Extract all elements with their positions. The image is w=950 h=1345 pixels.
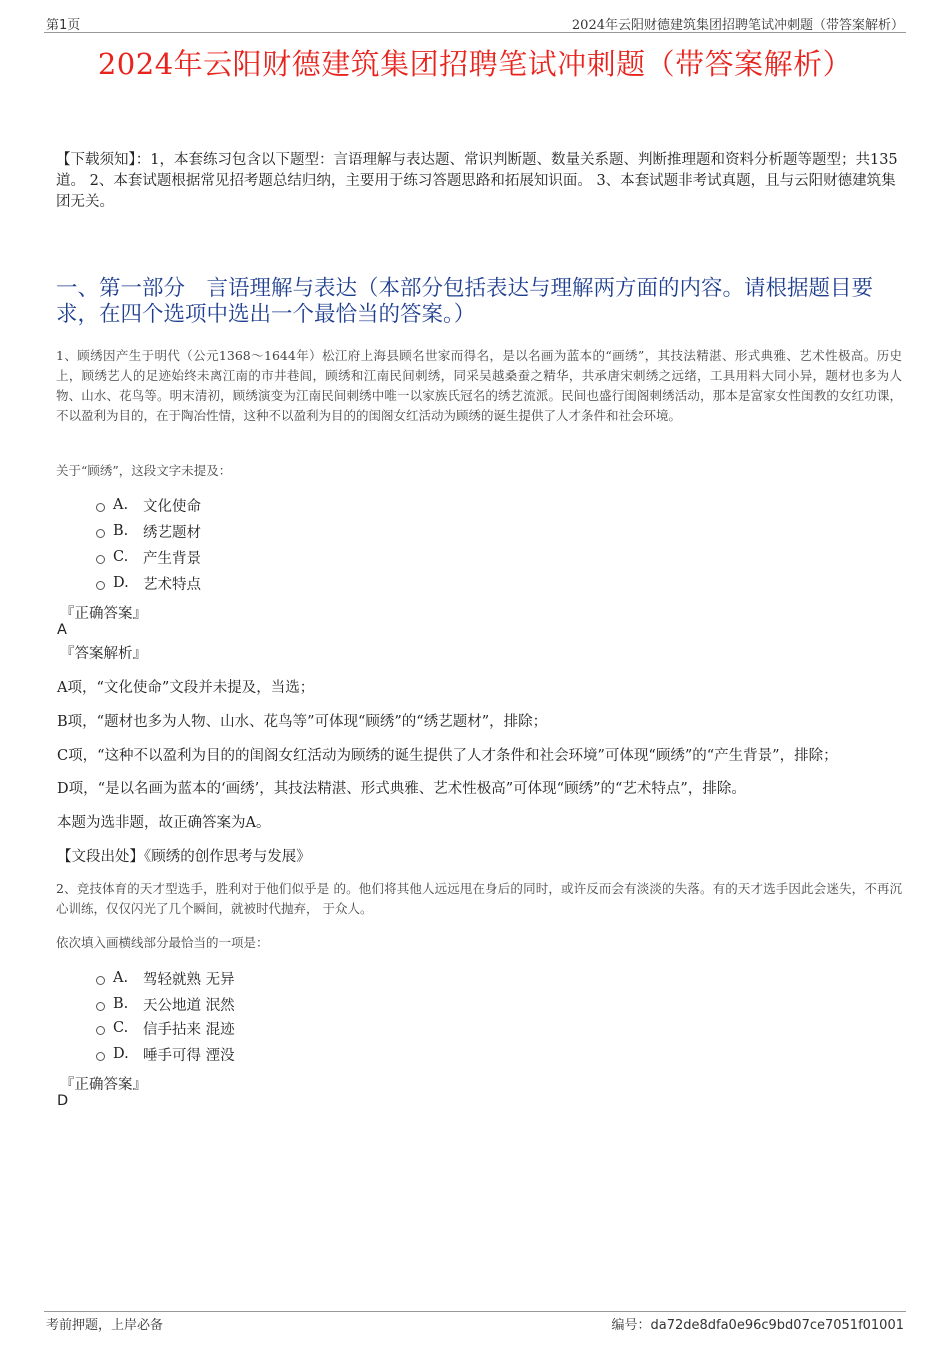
q2-answer-label: 『正确答案』 [60, 1077, 147, 1093]
q1-source: 【文段出处】《顾绣的创作思考与发展》 [57, 849, 311, 865]
option-text: 产生背景 [143, 550, 201, 567]
q2-option-c[interactable] [96, 1017, 235, 1039]
radio-icon[interactable] [96, 1052, 105, 1061]
option-letter: B. [113, 523, 129, 539]
q1-analysis-line: C项，“这种不以盈利为目的的闺阁女红活动为顾绣的诞生提供了人才条件和社会环境”可体现“顾绣”的“产生背景”，排除； [57, 748, 838, 764]
q2-answer: D [57, 1093, 69, 1109]
q1-analysis-label: 『答案解析』 [60, 646, 147, 662]
page-number: 第1页 [46, 18, 81, 33]
radio-icon[interactable] [96, 581, 105, 590]
q2-prompt: 依次填入画横线部分最恰当的一项是： [56, 935, 269, 950]
q1-analysis-line: B项，“题材也多为人物、山水、花鸟等”可体现“顾绣”的“绣艺题材”，排除； [57, 714, 548, 730]
q2-option-d[interactable] [96, 1043, 235, 1065]
radio-icon[interactable] [96, 555, 105, 564]
radio-icon[interactable] [96, 1026, 105, 1035]
q1-analysis-line: 本题为选非题，故正确答案为A。 [57, 815, 271, 831]
option-letter: D. [113, 1046, 129, 1062]
document-code [611, 1314, 904, 1333]
q1-passage: 1、顾绣因产生于明代（公元1368～1644年）松江府上海县顾名世家而得名，是以名画为蓝本的“画绣”，其技法精湛、形式典雅、艺术性极高。历史上，顾绣艺人的足迹始终未离江南的市井巷闾，顾绣和江南民间刺绣，同采吴越桑蚕之精华，共承唐宋刺绣之远绪，工具用料大同小异，题材也多为人物、山水、花鸟等。明末清初，顾绣演变为江南民间刺绣中唯一以家族氏冠名的绣艺流派。民间也盛行闺阁刺绣活动，那本是富家女性闺教的女红功课，不以盈利为目的，在于陶冶性情，这种不以盈利为目的的闺阁女红活动为顾绣的诞生提供了人才条件和社会环境。 [56, 348, 902, 423]
download-notice: 【下载须知】：1，本套练习包含以下题型：言语理解与表达题、常识判断题、数量关系题、判断推理题和资料分析题等题型；共135道。 2、本套试题根据常见招考题总结归纳，主要用于练习答题思路和拓展知识面。 3、本套试题非考试真题，且与云阳财德建筑集团无关。 [56, 152, 898, 210]
q1-option-d[interactable] [96, 572, 201, 594]
q1-answer: A [57, 622, 67, 638]
option-text: 绣艺题材 [143, 524, 201, 541]
header-divider [44, 32, 906, 33]
option-text: 信手拈来 混迹 [143, 1021, 235, 1038]
option-letter: B. [113, 996, 129, 1012]
option-text: 文化使命 [143, 498, 201, 515]
q2-passage: 2、竞技体育的天才型选手，胜利对于他们似乎是 的。他们将其他人远远甩在身后的同时，或许反而会有淡淡的失落。有的天才选手因此会迷失，不再沉心训练，仅仅闪光了几个瞬间，就被时代抛弃， 于众人。 [56, 881, 902, 916]
q1-prompt: 关于“顾绣”，这段文字未提及： [56, 463, 232, 478]
option-text: 驾轻就熟 无异 [143, 971, 235, 988]
q1-option-c[interactable] [96, 546, 201, 568]
option-letter: A. [113, 970, 129, 986]
option-text: 天公地道 泯然 [143, 997, 235, 1014]
document-title: 2024年云阳财德建筑集团招聘笔试冲刺题（带答案解析） [97, 47, 853, 81]
q2-option-b[interactable] [96, 993, 235, 1015]
radio-icon[interactable] [96, 1002, 105, 1011]
option-letter: C. [113, 1020, 129, 1036]
code-value: da72de8dfa0e96c9bd07ce7051f01001 [650, 1318, 904, 1333]
option-text: 唾手可得 湮没 [143, 1047, 235, 1064]
option-text: 艺术特点 [143, 576, 201, 593]
code-label: 编号： [611, 1318, 651, 1333]
q1-option-b[interactable] [96, 520, 201, 542]
radio-icon[interactable] [96, 503, 105, 512]
option-letter: D. [113, 575, 129, 591]
running-title: 2024年云阳财德建筑集团招聘笔试冲刺题（带答案解析） [571, 18, 904, 33]
q1-option-a[interactable] [96, 494, 201, 516]
q2-option-a[interactable] [96, 967, 235, 989]
radio-icon[interactable] [96, 529, 105, 538]
footer-slogan: 考前押题，上岸必备 [46, 1318, 164, 1333]
q1-answer-label: 『正确答案』 [60, 606, 147, 622]
q1-analysis-line: A项，“文化使命”文段并未提及，当选； [57, 680, 315, 696]
radio-icon[interactable] [96, 976, 105, 985]
q1-analysis-line: D项，“是以名画为蓝本的‘画绣’，其技法精湛、形式典雅、艺术性极高”可体现“顾绣”的“艺术特点”，排除。 [57, 781, 746, 797]
section-heading: 一、第一部分 言语理解与表达（本部分包括表达与理解两方面的内容。请根据题目要求，在四个选项中选出一个最恰当的答案。） [56, 276, 874, 327]
footer-divider [44, 1311, 906, 1312]
option-letter: C. [113, 549, 129, 565]
option-letter: A. [113, 497, 129, 513]
